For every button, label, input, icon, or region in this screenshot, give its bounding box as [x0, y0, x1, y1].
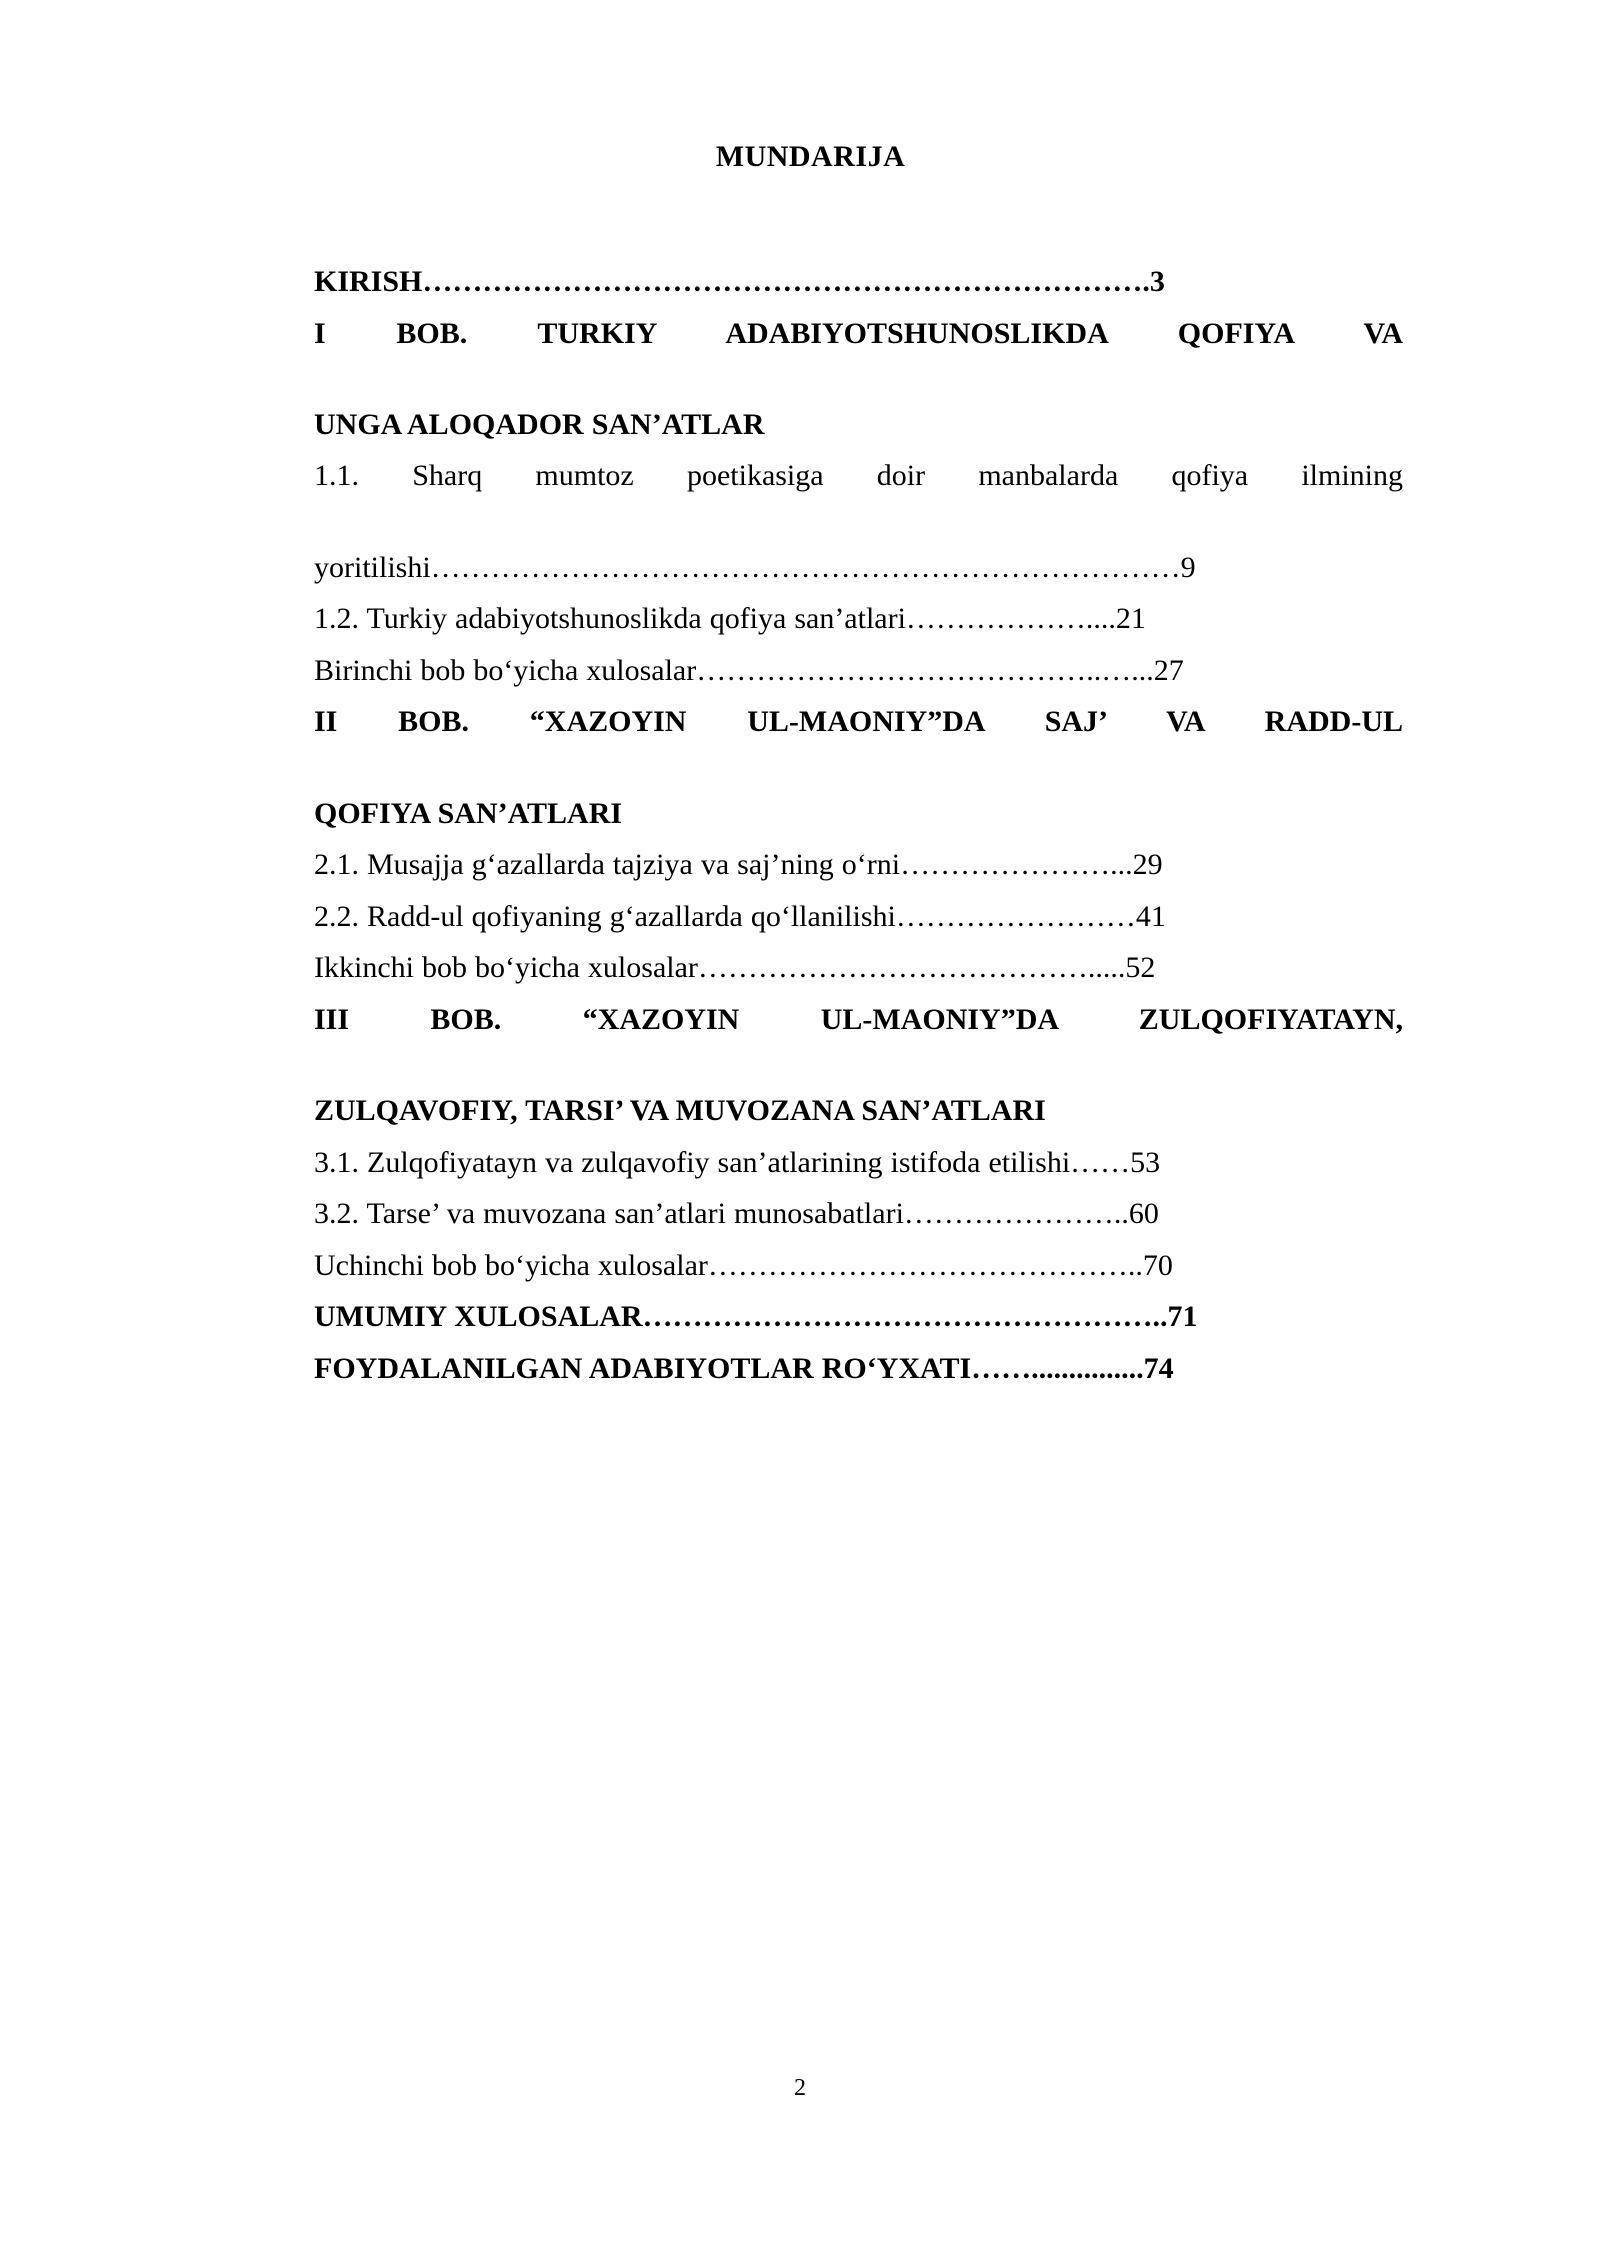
toc-entry-text: KIRISH……………………………………………………………….3: [314, 265, 1165, 298]
toc-entry-xulosa-3[interactable]: [218, 1243, 1403, 1289]
toc-entry-text: 3.2. Tarse’ va muvozana san’atlari munosabatlari…………………..60: [314, 1197, 1159, 1231]
toc-entry-3-2[interactable]: [218, 1191, 1403, 1237]
toc-entry-line-1: 1.1. Sharq mumtoz poetikasiga doir manbalarda qofiya ilmining: [314, 459, 1403, 493]
toc-entry-text: Birinchi bob bo‘yicha xulosalar…………………………………..…...27: [314, 653, 1184, 687]
toc-heading-line-1: I BOB. TURKIY ADABIYOTSHUNOSLIKDA QOFIYA VA: [314, 316, 1403, 350]
page-number: 2: [794, 2075, 806, 2101]
toc-entry-xulosa-1[interactable]: [218, 648, 1403, 694]
toc-heading-bob-2[interactable]: [218, 699, 1403, 836]
toc-entry-2-2[interactable]: [218, 894, 1403, 940]
toc-entry-kirish[interactable]: [218, 259, 1403, 305]
toc-heading-line-2: QOFIYA SAN’ATLARI: [314, 796, 623, 830]
toc-heading-line-1: II BOB. “XAZOYIN UL-MAONIY”DA SAJ’ VA RADD-UL: [314, 705, 1403, 739]
toc-entry-text: 2.2. Radd-ul qofiyaning g‘azallarda qo‘llanilishi……………………41: [314, 899, 1166, 933]
toc-heading-line-2: UNGA ALOQADOR SAN’ATLAR: [314, 407, 765, 441]
toc-entry-foydalanilgan-adabiyotlar[interactable]: [218, 1346, 1403, 1392]
toc-entry-text: UMUMIY XULOSALAR……………………………………………..71: [314, 1300, 1198, 1334]
toc-entry-3-1[interactable]: [218, 1140, 1403, 1186]
toc-entry-xulosa-2[interactable]: [218, 945, 1403, 991]
toc-heading-line-1: III BOB. “XAZOYIN UL-MAONIY”DA ZULQOFIYATAYN,: [314, 1002, 1403, 1036]
toc-entry-line-2: yoritilishi…………………………………………………………………9: [314, 550, 1196, 584]
table-of-contents: [218, 140, 1403, 1398]
toc-entry-text: 1.2. Turkiy adabiyotshunoslikda qofiya san’atlari………………....21: [314, 602, 1146, 636]
toc-heading-bob-3[interactable]: [218, 997, 1403, 1134]
toc-entry-text: Uchinchi bob bo‘yicha xulosalar……………………………………..70: [314, 1248, 1173, 1282]
toc-entry-text: FOYDALANILGAN ADABIYOTLAR RO‘YXATI……...............74: [314, 1352, 1174, 1386]
toc-entry-text: 2.1. Musajja g‘azallarda tajziya va saj’ning o‘rni…………………...29: [314, 848, 1163, 882]
toc-entry-umumiy-xulosalar[interactable]: [218, 1294, 1403, 1340]
toc-entry-2-1[interactable]: [218, 842, 1403, 888]
toc-entry-text: 3.1. Zulqofiyatayn va zulqavofiy san’atlarining istifoda etilishi……53: [314, 1145, 1161, 1179]
toc-heading-bob-1[interactable]: [218, 311, 1403, 448]
toc-entry-1-1[interactable]: [218, 453, 1403, 590]
toc-heading-line-2: ZULQAVOFIY, TARSI’ VA MUVOZANA SAN’ATLARI: [314, 1094, 1046, 1128]
toc-entry-1-2[interactable]: [218, 596, 1403, 642]
page-title: MUNDARIJA: [715, 140, 906, 173]
toc-entry-text: Ikkinchi bob bo‘yicha xulosalar………………………………….....52: [314, 951, 1156, 985]
